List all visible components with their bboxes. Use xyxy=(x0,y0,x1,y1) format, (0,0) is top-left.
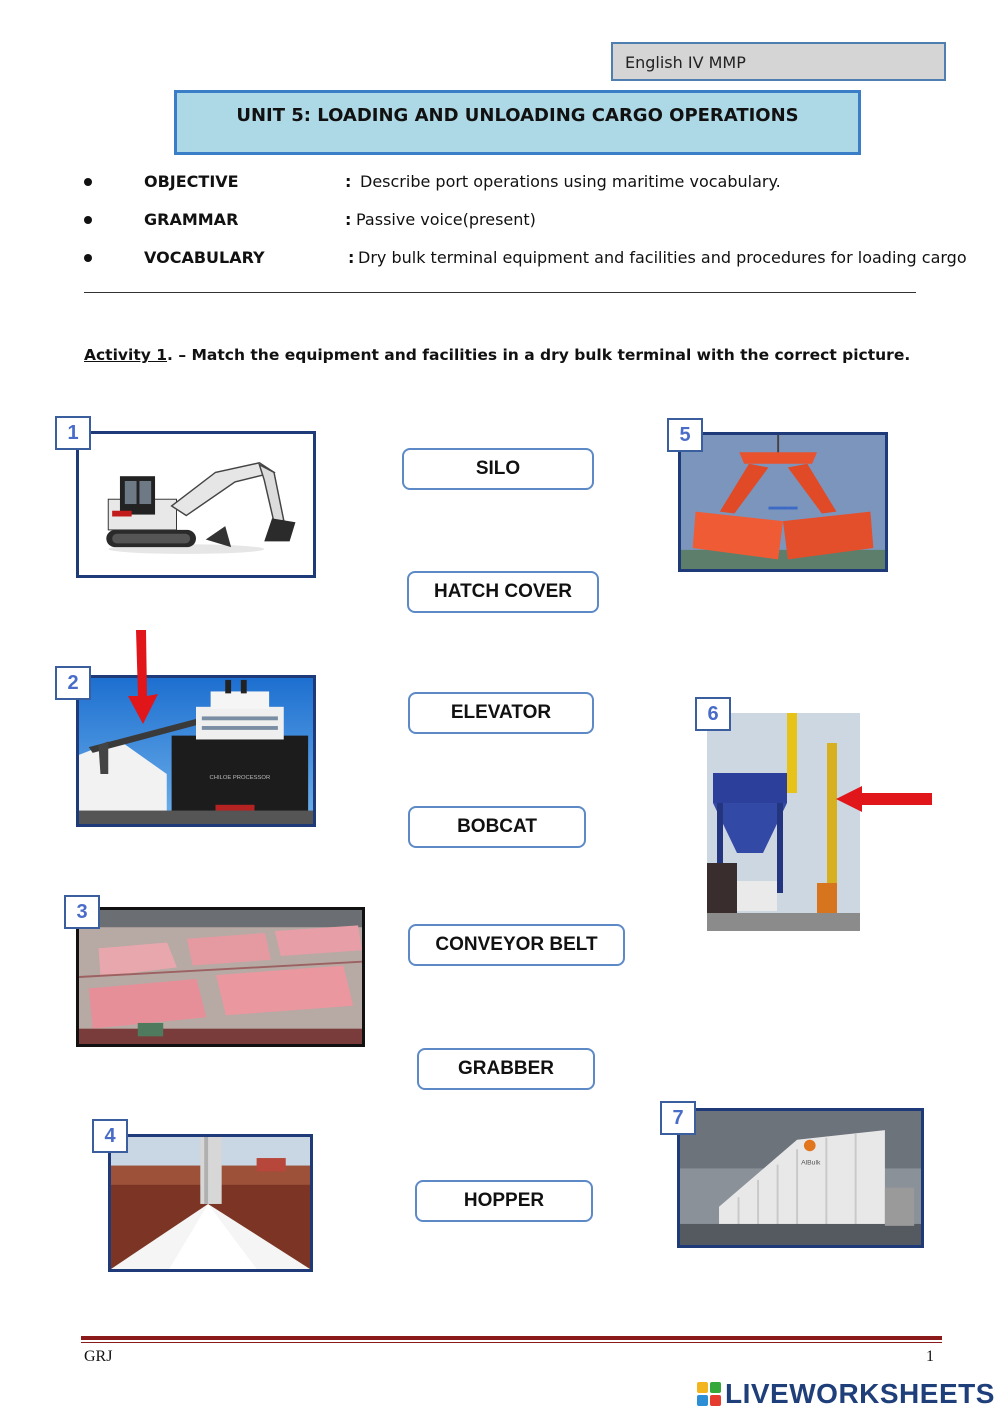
picture-number-2: 2 xyxy=(55,666,91,700)
logo-grid-icon xyxy=(697,1382,721,1406)
grammar-label: GRAMMAR xyxy=(144,210,239,229)
word-conveyor-belt[interactable]: CONVEYOR BELT xyxy=(408,924,625,966)
word-grabber[interactable]: GRABBER xyxy=(417,1048,595,1090)
picture-number-7: 7 xyxy=(660,1101,696,1135)
unit-title: UNIT 5: LOADING AND UNLOADING CARGO OPERATIONS xyxy=(174,90,861,155)
word-silo[interactable]: SILO xyxy=(402,448,594,490)
hopper-photo xyxy=(707,713,860,931)
picture-number-4: 4 xyxy=(92,1119,128,1153)
red-arrow-down-icon xyxy=(126,630,160,724)
word-hopper[interactable]: HOPPER xyxy=(415,1180,593,1222)
silo-brand-text: AlBulk xyxy=(801,1159,821,1167)
silos-photo xyxy=(677,1108,924,1248)
vocabulary-text: Dry bulk terminal equipment and facilities and procedures for loading cargo xyxy=(358,248,967,267)
page-number: 1 xyxy=(926,1348,934,1365)
objective-label: OBJECTIVE xyxy=(144,172,239,191)
objective-text: Describe port operations using maritime vocabulary. xyxy=(360,172,781,191)
grab-bucket-photo xyxy=(678,432,888,572)
svg-text:▬▬▬: ▬▬▬ xyxy=(768,501,798,513)
bullet-icon xyxy=(84,216,92,224)
picture-number-6: 6 xyxy=(695,697,731,731)
word-hatch-cover[interactable]: HATCH COVER xyxy=(407,571,599,613)
vocabulary-separator: : xyxy=(348,248,355,267)
bullet-icon xyxy=(84,178,92,186)
hatch-covers-photo xyxy=(76,907,365,1047)
activity-text: . – Match the equipment and facilities in a dry bulk terminal with the correct picture. xyxy=(167,346,911,364)
footer-rule xyxy=(81,1336,942,1340)
picture-number-5: 5 xyxy=(667,418,703,452)
activity-label: Activity 1 xyxy=(84,346,168,364)
bullet-icon xyxy=(84,254,92,262)
vocabulary-label: VOCABULARY xyxy=(144,248,265,267)
picture-number-3: 3 xyxy=(64,895,100,929)
liveworksheets-logo[interactable] xyxy=(697,1378,997,1410)
red-arrow-left-icon xyxy=(836,786,932,812)
grammar-separator: : xyxy=(345,210,352,229)
activity-instruction xyxy=(84,346,910,364)
picture-number-1: 1 xyxy=(55,416,91,450)
excavator-photo xyxy=(76,431,316,578)
course-label: English IV MMP xyxy=(611,42,946,81)
hold-loading-photo xyxy=(108,1134,313,1272)
ship-name-text: CHILOE PROCESSOR xyxy=(209,774,271,781)
footer-rule-thin xyxy=(81,1342,942,1343)
grammar-text: Passive voice(present) xyxy=(356,210,536,229)
word-bobcat[interactable]: BOBCAT xyxy=(408,806,586,848)
logo-text: LIVEWORKSHEETS xyxy=(725,1378,995,1409)
section-divider xyxy=(84,292,916,293)
ship-conveyor-photo xyxy=(76,675,316,827)
objective-separator: : xyxy=(345,172,352,191)
footer-initials: GRJ xyxy=(84,1348,113,1365)
word-elevator[interactable]: ELEVATOR xyxy=(408,692,594,734)
